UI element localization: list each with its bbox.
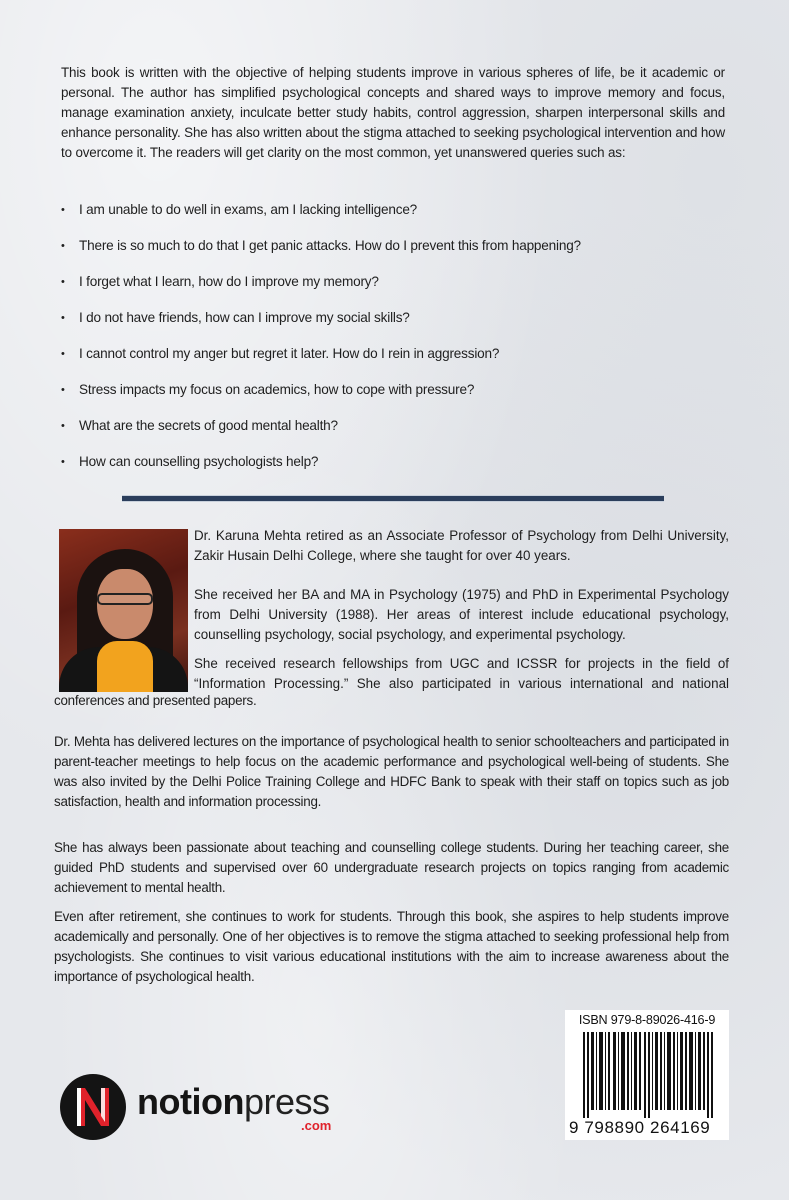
bullet-icon: • (61, 204, 65, 216)
author-bio-paragraph: Dr. Mehta has delivered lectures on the importance of psychological health to senior schoolteachers and participated in parent-teacher meetings to help focus on the academic performance and psychological well-being of students. She was also invited by the Delhi Police Training College and HDFC Bank to speak with their staff on topics such as job satisfaction, health and information processing. (54, 734, 729, 809)
barcode-bars-icon (583, 1032, 713, 1118)
query-item (60, 452, 740, 488)
author-bio-paragraph: Dr. Karuna Mehta retired as an Associate Professor of Psychology from Delhi University, Zakir Husain Delhi College, where she taught for over 40 years. (194, 528, 729, 563)
query-item (60, 272, 740, 308)
query-text: I am unable to do well in exams, am I lacking intelligence? (79, 202, 418, 217)
author-bio-paragraph: She has always been passionate about teaching and counselling college students. During her teaching career, she guided PhD students and supervised over 60 undergraduate research projects on topics ranging from academic achievement to mental health. (54, 840, 729, 895)
bullet-icon: • (61, 456, 65, 468)
bullet-icon: • (61, 312, 65, 324)
publisher-name-light: press (243, 1081, 330, 1122)
query-item (60, 308, 740, 344)
section-divider (122, 495, 664, 502)
query-item (60, 200, 740, 236)
publisher-name (137, 1082, 329, 1122)
query-item (60, 236, 740, 272)
query-item (60, 380, 740, 416)
query-text: What are the secrets of good mental health? (79, 418, 338, 433)
query-text: How can counselling psychologists help? (79, 454, 319, 469)
isbn-label: ISBN 979-8-89026-416-9 (578, 1013, 716, 1027)
query-item (60, 416, 740, 452)
author-bio-paragraph: She received her BA and MA in Psychology (1975) and PhD in Experimental Psychology from Delhi University (1988). Her areas of interest include educational psychology, counselling psychology, social psychology, and experimental psychology. (194, 587, 729, 642)
bullet-icon: • (61, 348, 65, 360)
author-bio-paragraph-continued: conferences and presented papers. (54, 693, 257, 708)
publisher-name-bold: notion (137, 1081, 244, 1122)
isbn-barcode (565, 1010, 729, 1140)
photo-top (97, 641, 153, 692)
query-text: I do not have friends, how can I improve my social skills? (79, 310, 410, 325)
query-text: I cannot control my anger but regret it later. How do I rein in aggression? (79, 346, 500, 361)
author-bio-paragraph: She received research fellowships from UGC and ICSSR for projects in the field of “Information Processing.” She also participated in various international and national (194, 656, 729, 691)
author-bio-paragraph: Even after retirement, she continues to work for students. Through this book, she aspires to help students improve academically and personally. One of her objectives is to remove the stigma attached to seeking professional help from psychologists. She continues to visit various educational institutions with the aim to increase awareness about the importance of psychological health. (54, 909, 729, 984)
bullet-icon: • (61, 420, 65, 432)
query-text: Stress impacts my focus on academics, how to cope with pressure? (79, 382, 475, 397)
query-item (60, 344, 740, 380)
query-text: I forget what I learn, how do I improve my memory? (79, 274, 379, 289)
barcode-digits: 9 798890 264169 (569, 1118, 711, 1137)
intro-paragraph: This book is written with the objective of helping students improve in various spheres of life, be it academic or personal. The author has simplified psychological concepts and shared ways to improve memory and focus, manage examination anxiety, inculcate better study habits, control aggression, sharpen interpersonal skills and enhance personality. She has also written about the stigma attached to seeking psychological intervention and how to overcome it. The readers will get clarity on the most common, yet unanswered queries such as: (61, 65, 725, 160)
publisher-logo (60, 1074, 360, 1144)
query-text: There is so much to do that I get panic attacks. How do I prevent this from happening? (79, 238, 581, 253)
notionpress-n-logo-icon (60, 1074, 126, 1140)
bullet-icon: • (61, 276, 65, 288)
bullet-icon: • (61, 384, 65, 396)
publisher-domain: .com (301, 1118, 332, 1133)
bullet-icon: • (61, 240, 65, 252)
author-photo (59, 529, 188, 692)
query-list (60, 200, 740, 488)
photo-glasses (97, 593, 153, 605)
